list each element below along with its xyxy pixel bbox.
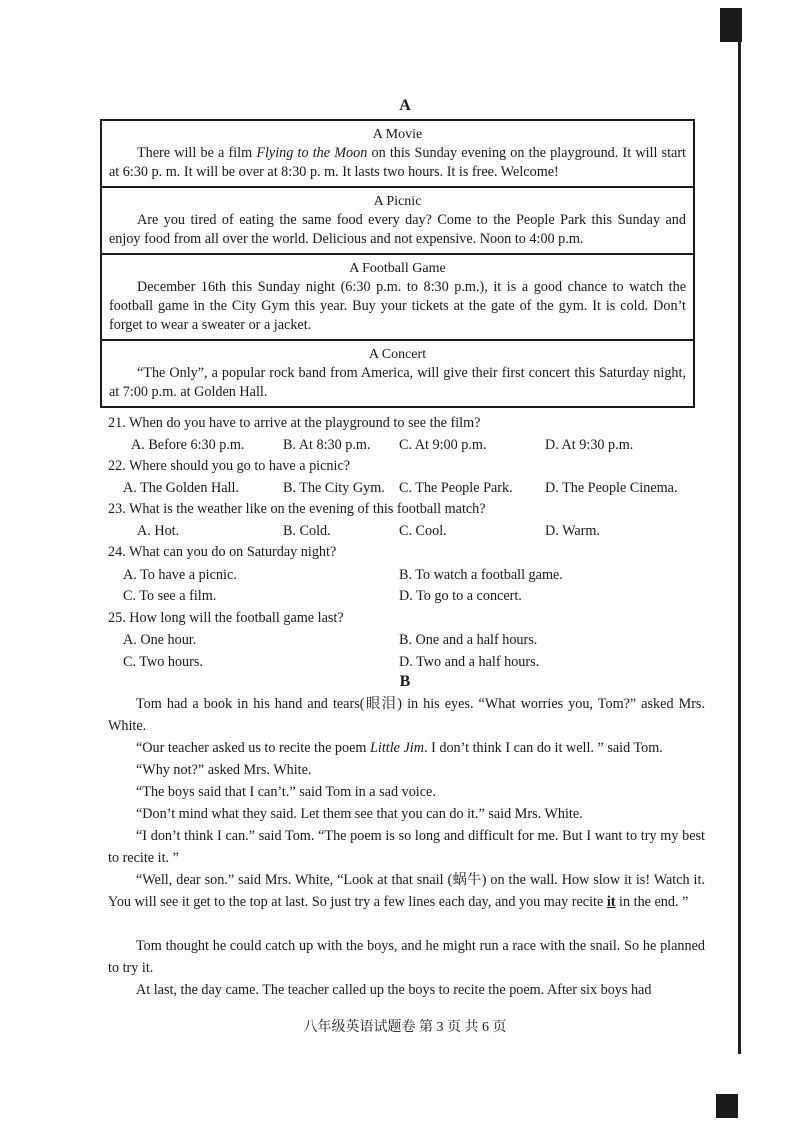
question-option: B. The City Gym. — [283, 480, 385, 496]
passage-paragraph: “The boys said that I can’t.” said Tom in a sad voice. — [136, 784, 436, 800]
ad-football-game — [102, 253, 693, 339]
section-a-heading: A — [399, 97, 411, 114]
passage-paragraph: “Our teacher asked us to recite the poem Little Jim. I don’t think I can do it well. ” said Tom. — [136, 740, 663, 756]
passage-paragraph: “Don’t mind what they said. Let them see that you can do it.” said Mrs. White. — [136, 806, 583, 822]
page-footer: 八年级英语试题卷 第 3 页 共 6 页 — [303, 1020, 507, 1035]
ad-title: A Concert — [368, 347, 427, 362]
question-stem: 23. What is the weather like on the evening of this football match? — [108, 501, 486, 517]
question-option: C. To see a film. — [123, 588, 217, 604]
question-option: A. The Golden Hall. — [123, 480, 239, 496]
passage-paragraph: “Well, dear son.” said Mrs. White, “Look at that snail (蜗牛) on the wall. How slow it is! Watch it. You will see it get to the top at last. So just try a few lines each day, and you may recite it in the end. ” — [108, 872, 705, 910]
ad-text: December 16th this Sunday night (6:30 p.m. to 8:30 p.m.), it is a good chance to watch the football game in the City Gym this year. Buy your tickets at the gate of the gym. It is cold. Don’t forget to wear a sweater or a jacket. — [109, 279, 686, 333]
question-option: B. At 8:30 p.m. — [283, 437, 371, 453]
ad-title: A Picnic — [373, 194, 422, 209]
question-option: A. Before 6:30 p.m. — [131, 437, 245, 453]
ad-title: A Movie — [372, 127, 423, 142]
question-option: A. One hour. — [123, 632, 197, 648]
question-option: D. Two and a half hours. — [399, 654, 540, 670]
question-option: B. One and a half hours. — [399, 632, 538, 648]
registration-mark-bottom — [716, 1094, 738, 1118]
advertisement-table — [100, 119, 695, 408]
question-option: C. Two hours. — [123, 654, 203, 670]
question-option: D. The People Cinema. — [545, 480, 678, 496]
question-option: D. To go to a concert. — [399, 588, 522, 604]
question-option: B. Cold. — [283, 523, 331, 539]
question-option: D. Warm. — [545, 523, 600, 539]
passage-paragraph: “I don’t think I can.” said Tom. “The poem is so long and difficult for me. But I want to try my best to recite it. ” — [108, 828, 705, 866]
question-option: C. At 9:00 p.m. — [399, 437, 487, 453]
ad-title: A Football Game — [349, 261, 446, 276]
ad-text: Are you tired of eating the same food every day? Come to the People Park this Sunday and enjoy food from all over the world. Delicious and not expensive. Noon to 4:00 p.m. — [109, 212, 686, 247]
passage-paragraph: Tom had a book in his hand and tears(眼泪) in his eyes. “What worries you, Tom?” asked Mrs. White. — [108, 696, 705, 734]
question-option: D. At 9:30 p.m. — [545, 437, 634, 453]
question-stem: 21. When do you have to arrive at the playground to see the film? — [108, 415, 481, 431]
underlined-word: it — [606, 894, 616, 910]
binding-line — [738, 42, 741, 1054]
passage-paragraph: At last, the day came. The teacher called up the boys to recite the poem. After six boys had — [136, 982, 652, 998]
question-option: B. To watch a football game. — [399, 567, 563, 583]
registration-mark-top — [720, 8, 742, 42]
section-b-heading: B — [399, 673, 411, 690]
ad-text: “The Only”, a popular rock band from America, will give their first concert this Saturday night, at 7:00 p.m. at Golden Hall. — [109, 365, 686, 400]
question-option: A. Hot. — [137, 523, 180, 539]
question-option: C. The People Park. — [399, 480, 513, 496]
passage-paragraph: “Why not?” asked Mrs. White. — [136, 762, 312, 778]
question-stem: 22. Where should you go to have a picnic? — [108, 458, 351, 474]
ad-text: There will be a film Flying to the Moon on this Sunday evening on the playground. It will start at 6:30 p. m. It will be over at 8:30 p. m. It lasts two hours. It is free. Welcome! — [109, 145, 686, 180]
question-stem: 25. How long will the football game last? — [108, 610, 344, 626]
ad-concert — [102, 339, 693, 406]
ad-picnic — [102, 186, 693, 253]
ad-movie — [102, 121, 693, 186]
question-option: A. To have a picnic. — [123, 567, 237, 583]
question-stem: 24. What can you do on Saturday night? — [108, 544, 337, 560]
passage-paragraph: Tom thought he could catch up with the boys, and he might run a race with the snail. So he planned to try it. — [108, 938, 705, 976]
question-option: C. Cool. — [399, 523, 447, 539]
